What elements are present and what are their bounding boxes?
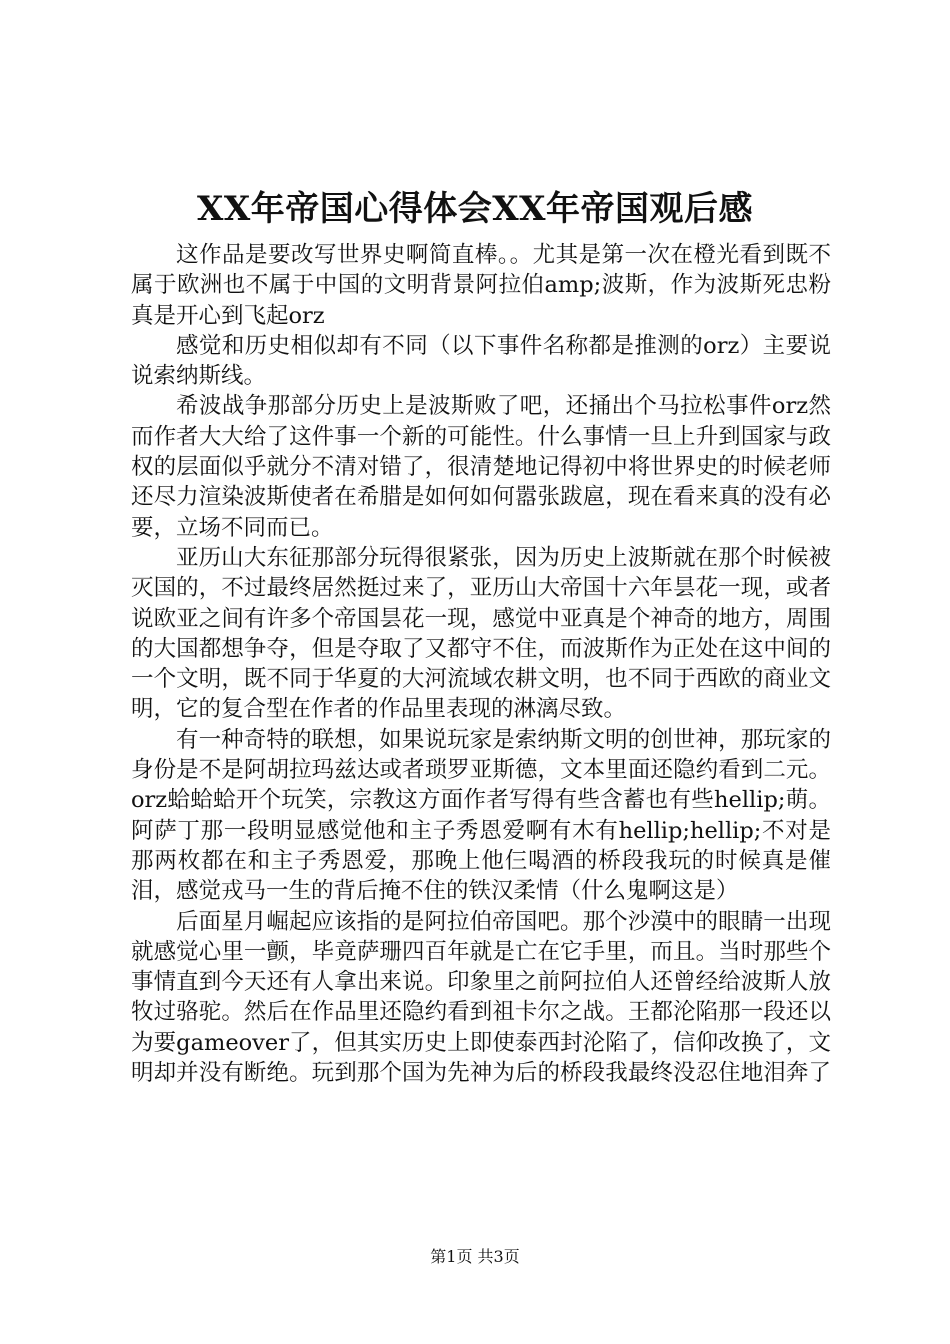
paragraph-6: 后面星月崛起应该指的是阿拉伯帝国吧。那个沙漠中的眼睛一出现就感觉心里一颤，毕竟萨珊四百年就是亡在它手里，而且。当时那些个事情直到今天还有人拿出来说。印象里之前阿拉伯人还曾经给波斯人放牧过骆驼。然后在作品里还隐约看到祖卡尔之战。王都沦陷那一段还以为要gameover了，但其实历史上即使泰西封沦陷了，信仰改换了，文明却并没有断绝。玩到那个国为先神为后的桥段我最终没忍住地泪奔了 [131, 908, 831, 1087]
paragraph-2: 感觉和历史相似却有不同（以下事件名称都是推测的orz）主要说说索纳斯线。 [131, 332, 831, 390]
paragraph-1: 这作品是要改写世界史啊简直棒。。尤其是第一次在橙光看到既不属于欧洲也不属于中国的文明背景阿拉伯amp;波斯，作为波斯死忠粉真是开心到飞起orz [131, 242, 831, 329]
paragraph-3: 希波战争那部分历史上是波斯败了吧，还捅出个马拉松事件orz然而作者大大给了这件事一个新的可能性。什么事情一旦上升到国家与政权的层面似乎就分不清对错了，很清楚地记得初中将世界史的时候老师还尽力渲染波斯使者在希腊是如何如何嚣张跋扈，现在看来真的没有必要，立场不同而已。 [131, 393, 831, 541]
article-body [131, 240, 831, 1088]
paragraph-5: 有一种奇特的联想，如果说玩家是索纳斯文明的创世神，那玩家的身份是不是阿胡拉玛兹达或者琐罗亚斯德，文本里面还隐约看到二元。orz蛤蛤蛤开个玩笑，宗教这方面作者写得有些含蓄也有些hellip;萌。阿萨丁那一段明显感觉他和主子秀恩爱啊有木有hellip;hellip;不对是那两枚都在和主子秀恩爱，那晚上他仨喝酒的桥段我玩的时候真是催泪，感觉戎马一生的背后掩不住的铁汉柔情（什么鬼啊这是） [131, 726, 831, 905]
page-footer: 第1页 共3页 [430, 1247, 520, 1266]
paragraph-4: 亚历山大东征那部分玩得很紧张，因为历史上波斯就在那个时候被灭国的，不过最终居然挺过来了，亚历山大帝国十六年昙花一现，或者说欧亚之间有许多个帝国昙花一现，感觉中亚真是个神奇的地方，周围的大国都想争夺，但是夺取了又都守不住，而波斯作为正处在这中间的一个文明，既不同于华夏的大河流域农耕文明，也不同于西欧的商业文明，它的复合型在作者的作品里表现的淋漓尽致。 [131, 544, 831, 723]
page-title: XX年帝国心得体会XX年帝国观后感 [196, 189, 754, 229]
